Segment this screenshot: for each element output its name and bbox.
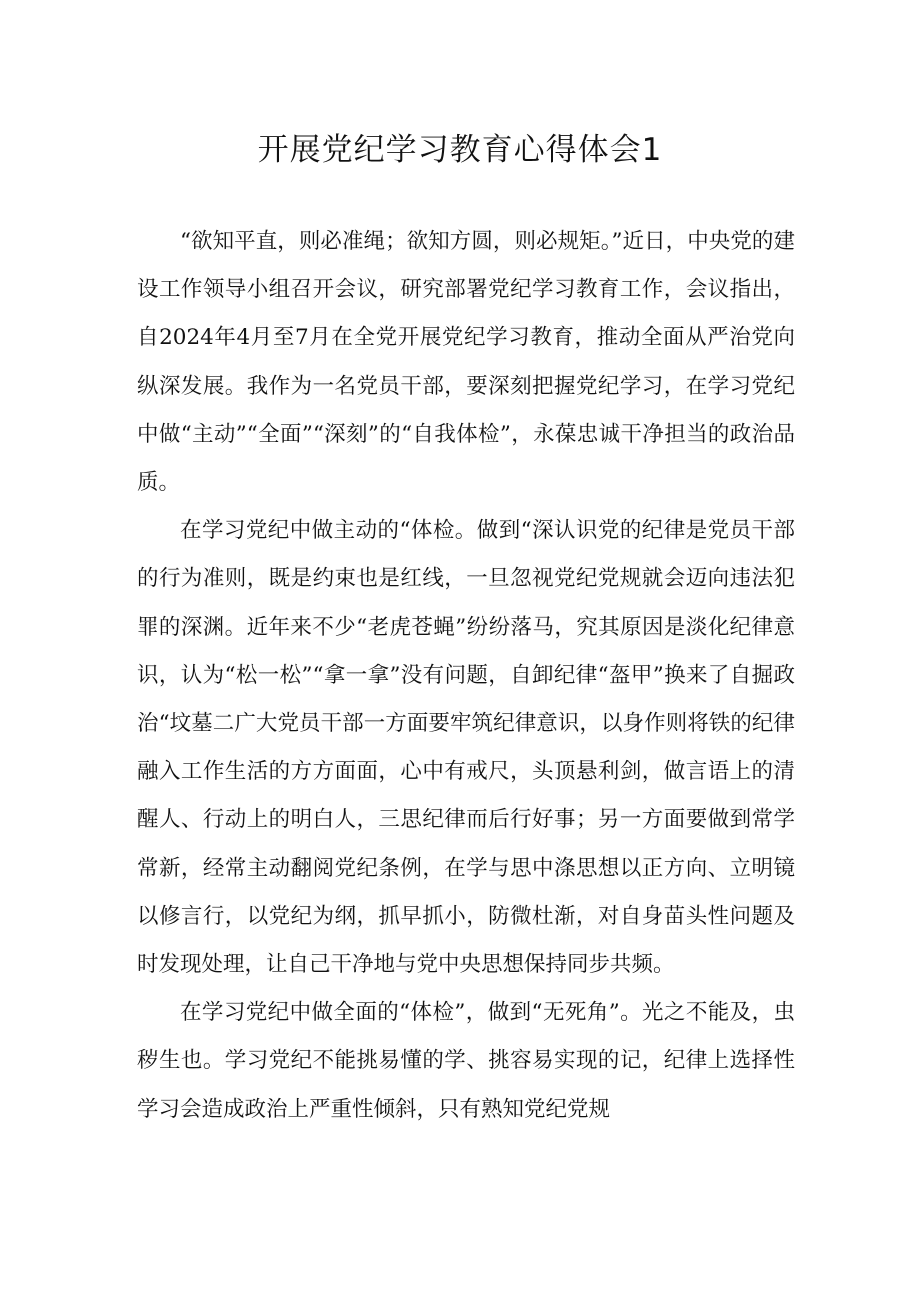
document-body [137,218,795,1134]
paragraph-1: “欲知平直，则必准绳；欲知方圆，则必规矩。”近日，中央党的建设工作领导小组召开会议，研究部署党纪学习教育工作，会议指出，自2024年4月至7月在全党开展党纪学习教育，推动全面从严治党向纵深发展。我作为一名党员干部，要深刻把握党纪学习，在学习党纪中做“主动”“全面”“深刻”的“自我体检”，永葆忠诚干净担当的政治品质。 [137,229,795,496]
paragraph-2: 在学习党纪中做主动的“体检。做到“深认识党的纪律是党员干部的行为准则，既是约束也是红线，一旦忽视党纪党规就会迈向违法犯罪的深渊。近年来不少“老虎苍蝇”纷纷落马，究其原因是淡化纪律意识，认为“松一松”“拿一拿”没有问题，自卸纪律“盔甲”换来了自掘政治“坟墓二广大党员干部一方面要牢筑纪律意识，以身作则将铁的纪律融入工作生活的方方面面，心中有戒尺，头顶悬利剑，做言语上的清醒人、行动上的明白人，三思纪律而后行好事；另一方面要做到常学常新，经常主动翻阅党纪条例，在学与思中涤思想以正方向、立明镜以修言行，以党纪为纲，抓早抓小，防微杜渐，对自身苗头性问题及时发现处理，让自己干净地与党中央思想保持同步共频。 [137,518,795,978]
document-title: 开展党纪学习教育心得体会1 [257,132,663,168]
paragraph-3: 在学习党纪中做全面的“体检”，做到“无死角”。光之不能及，虫秽生也。学习党纪不能挑易懂的学、挑容易实现的记，纪律上选择性学习会造成政治上严重性倾斜，只有熟知党纪党规 [137,1000,795,1122]
